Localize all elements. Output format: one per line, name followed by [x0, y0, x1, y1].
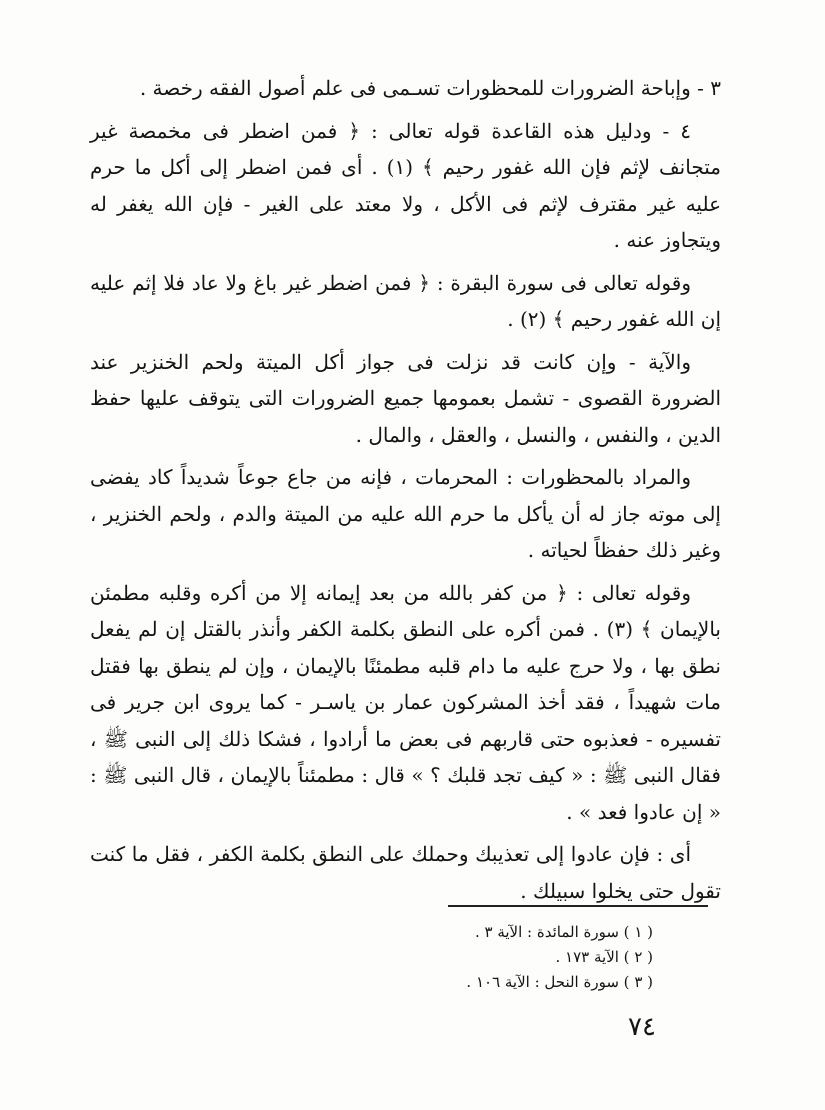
footnote-1: ( ١ ) سورة المائدة : الآية ٣ .: [474, 923, 653, 941]
paragraph-nahl-verse: وقوله تعالى : ﴿ من كفر بالله من بعد إيمانه إلا من أكره وقلبه مطمئن بالإيمان ﴾ (٣) . فمن أكره على النطق بكلمة الكفر وأنذر بالقتل إن لم يفعل نطق بها ، ولا حرج عليه ما دام قلبه مطمئنًا بالإيمان ، وإن لم ينطق بها فقتل مات شهيداً ، فقد أخذ المشركون عمار بن ياسـر - كما يروى ابن جرير فى تفسيره - فعذبوه حتى قاربهم فى بعض ما أرادوا ، فشكا ذلك إلى النبى ﷺ ، فقال النبى ﷺ : « كيف تجد قلبك ؟ » قال : مطمئناً بالإيمان ، قال النبى ﷺ : « إن عادوا فعد » .: [90, 580, 721, 824]
paragraph-baqara-verse: وقوله تعالى فى سورة البقرة : ﴿ فمن اضطر غير باغ ولا عاد فلا إثم عليه إن الله غفور رحيم ﴾ (٢) .: [90, 270, 721, 331]
paragraph-explanation: أى : فإن عادوا إلى تعذيبك وحملك على النطق بكلمة الكفر ، فقل ما كنت تقول حتى يخلوا سبيلك .: [90, 842, 721, 903]
footnotes: [466, 920, 653, 995]
footnote-2: ( ٢ ) الآية ١٧٣ .: [555, 948, 653, 966]
paragraph-rule-3: ٣ - وإباحة الضرورات للمحظورات تسـمى فى علم أصول الفقه رخصة .: [139, 76, 721, 100]
paragraph-verse-scope: والآية - وإن كانت قد نزلت فى جواز أكل الميتة ولحم الخنزير عند الضرورة القصوى - تشمل بعمومها جميع الضرورات التى يتوقف عليها حفظ الدين ، والنفس ، والنسل ، والعقل ، والمال .: [90, 349, 721, 447]
body-text: [90, 70, 721, 909]
page-number: ٧٤: [628, 1012, 656, 1042]
footnote-3: ( ٣ ) سورة النحل : الآية ١٠٦ .: [466, 973, 653, 991]
footnote-divider: [448, 905, 708, 907]
paragraph-prohibitions-meaning: والمراد بالمحظورات : المحرمات ، فإنه من جاع جوعاً شديداً كاد يفضى إلى موته جاز له أن يأكل ما حرم الله عليه من الميتة والدم ، ولحم الخنزير ، وغير ذلك حفظاً لحياته .: [90, 465, 721, 562]
paragraph-rule-4-evidence: ٤ - ودليل هذه القاعدة قوله تعالى : ﴿ فمن اضطر فى مخمصة غير متجانف لإثم فإن الله غفور رحيم ﴾ (١) . أى فمن اضطر إلى أكل ما حرم عليه غير مقترف لإثم فى الأكل ، ولا معتد على الغير - فإن الله يغفر له ويتجاوز عنه .: [90, 118, 722, 252]
